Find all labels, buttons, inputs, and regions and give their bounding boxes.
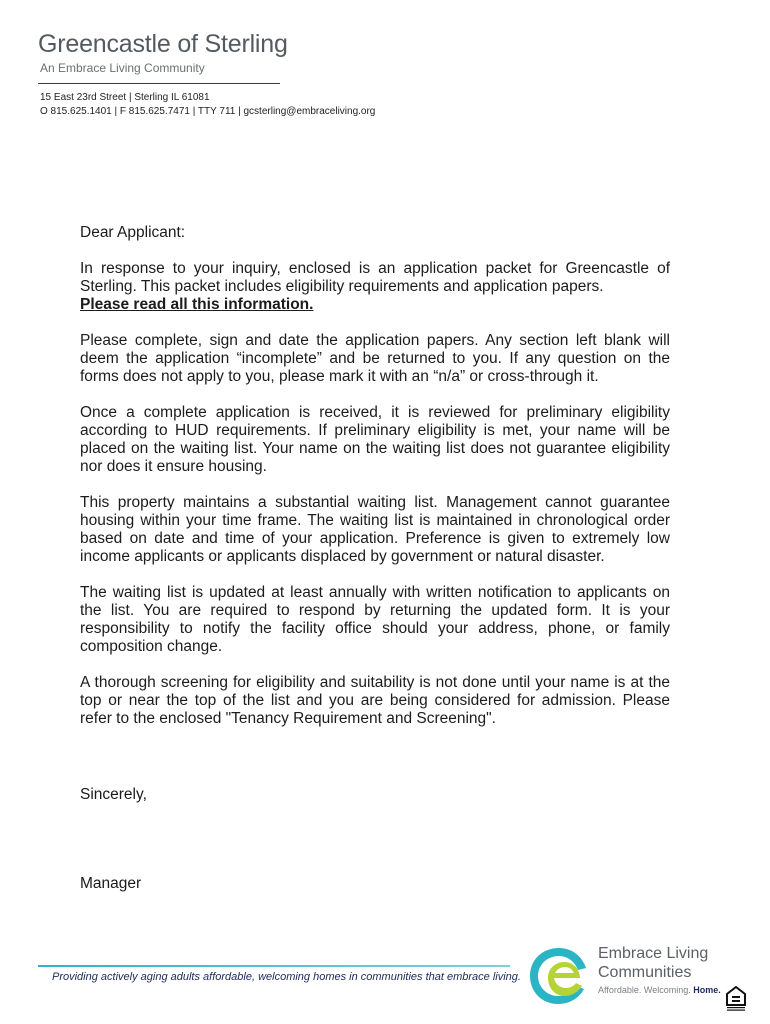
address-line: 15 East 23rd Street | Sterling IL 61081 — [40, 92, 210, 103]
equal-housing-opportunity-icon — [726, 986, 746, 1012]
paragraph-6: A thorough screening for eligibility and suitability is not done until your name is at the top or near the top of the list and you are being considered for admission. Please refer to the enclosed "Tenancy Requirement and Screening". — [80, 674, 670, 727]
logo-subline — [598, 985, 721, 995]
org-name: Greencastle of Sterling — [38, 30, 288, 58]
logo-sub-bold: Home. — [693, 985, 721, 995]
embrace-living-swirl-logo-icon — [524, 940, 594, 1010]
paragraph-4: This property maintains a substantial waiting list. Management cannot guarantee housing within your time frame. The waiting list is maintained in chronological order based on date and time of your application. Preference is given to extremely low income applicants or applicants displaced by government or natural disaster. — [80, 494, 670, 565]
logo-text-line1: Embrace Living — [598, 945, 709, 962]
paragraph-5: The waiting list is updated at least annually with written notification to applicants on the list. You are required to respond by returning the updated form. It is your responsibility to notify the facility office should your address, phone, or family composition change. — [80, 584, 670, 655]
letter-body — [80, 224, 670, 746]
footer-slogan: Providing actively aging adults affordable, welcoming homes in communities that embrace living. — [52, 971, 521, 983]
org-tagline: An Embrace Living Community — [40, 61, 205, 75]
paragraph-3: Once a complete application is received, it is reviewed for preliminary eligibility according to HUD requirements. If preliminary eligibility is met, your name will be placed on the waiting list. Your name on the waiting list does not guarantee eligibility nor does it ensure housing. — [80, 404, 670, 475]
logo-text-line2: Communities — [598, 964, 692, 981]
contact-line: O 815.625.1401 | F 815.625.7471 | TTY 711 | gcsterling@embraceliving.org — [40, 106, 376, 117]
paragraph-1-text: In response to your inquiry, enclosed is an application packet for Greencastle of Sterling. This packet includes eligibility requirements and application papers. — [80, 260, 670, 295]
footer-rule — [38, 965, 510, 967]
closing: Sincerely, — [80, 786, 147, 803]
paragraph-1-bold: Please read all this information. — [80, 296, 314, 313]
header-rule — [38, 83, 280, 84]
paragraph-1 — [80, 260, 670, 314]
signer: Manager — [80, 875, 142, 892]
logo-sub-text: Affordable. Welcoming. — [598, 985, 691, 995]
greeting: Dear Applicant: — [80, 224, 186, 241]
paragraph-2: Please complete, sign and date the application papers. Any section left blank will deem the application “incomplete” and be returned to you. If any question on the forms does not apply to you, please mark it with an “n/a” or cross-through it. — [80, 332, 670, 385]
